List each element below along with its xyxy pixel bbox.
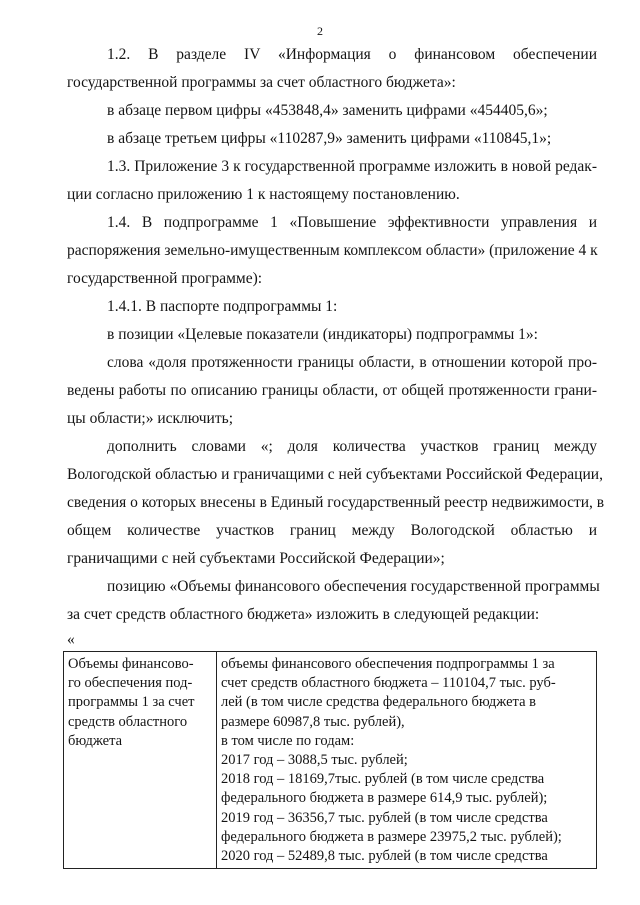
paragraph-words-line-2: ведены работы по описанию границы области, от общей протяженности грани-: [67, 382, 597, 399]
paragraph-1-3-line-2: ции согласно приложению 1 к настоящему постановлению.: [67, 186, 460, 203]
paragraph-supplement-line-2: Вологодской областью и граничащими с ней субъектами Российской Федерации,: [67, 466, 603, 483]
paragraph-supplement-line-4: общем количестве участков границ между Вологодской областью и: [67, 522, 597, 539]
label-line: средств областного: [68, 713, 188, 730]
value-line: федерального бюджета в размере 23975,2 тыс. рублей);: [221, 828, 562, 845]
paragraph-1-4-line-3: государственной программе):: [67, 270, 263, 287]
page-number: 2: [317, 24, 323, 38]
document-body: [67, 41, 605, 869]
paragraph-words-line-3: цы области;» исключить;: [67, 410, 233, 427]
paragraph-third-abzac: в абзаце третьем цифры «110287,9» заменить цифрами «110845,1»;: [107, 130, 552, 147]
paragraph-words-line-1: слова «доля протяженности границы области, в отношении которой про-: [107, 354, 597, 371]
paragraph-supplement-line-1: дополнить словами «; доля количества участков границ между: [107, 438, 597, 455]
paragraph-1-4-line-1: 1.4. В подпрограмме 1 «Повышение эффективности управления и: [107, 214, 597, 231]
value-line: размере 60987,8 тыс. рублей),: [221, 713, 405, 730]
paragraph-1-2-line-1: 1.2. В разделе IV «Информация о финансовом обеспечении: [107, 46, 597, 63]
value-line: 2017 год – 3088,5 тыс. рублей;: [221, 752, 408, 769]
passport-table: [63, 651, 597, 869]
label-line: Объемы финансово-: [68, 656, 194, 672]
paragraph-supplement-line-5: граничащими с ней субъектами Российской Федерации»;: [67, 550, 445, 567]
table-cell-value: [217, 652, 597, 869]
value-line: счет средств областного бюджета – 110104,7 тыс. руб-: [221, 675, 556, 692]
table-row: [64, 652, 597, 869]
opening-quote: «: [67, 631, 75, 648]
paragraph-1-2-line-2: государственной программы за счет областного бюджета»:: [67, 74, 456, 91]
table-cell-label: [64, 652, 217, 869]
paragraph-position-line-1: позицию «Объемы финансового обеспечения государственной программы: [107, 578, 600, 595]
value-line: федерального бюджета в размере 614,9 тыс. рублей);: [221, 790, 548, 807]
paragraph-first-abzac: в абзаце первом цифры «453848,4» заменить цифрами «454405,6»;: [107, 102, 548, 119]
paragraph-1-4-1: 1.4.1. В паспорте подпрограммы 1:: [107, 298, 338, 315]
label-line: программы 1 за счет: [68, 694, 195, 711]
paragraph-1-3-line-1: 1.3. Приложение 3 к государственной программе изложить в новой редак-: [107, 158, 597, 175]
value-line: 2019 год – 36356,7 тыс. рублей (в том числе средства: [221, 809, 548, 826]
value-line: лей (в том числе средства федерального бюджета в: [221, 694, 536, 711]
paragraph-1-4-line-2: распоряжения земельно-имущественным комплексом области» (приложение 4 к: [67, 242, 598, 259]
label-line: го обеспечения под-: [68, 675, 193, 692]
value-line: 2020 год – 52489,8 тыс. рублей (в том числе средства: [221, 848, 548, 865]
value-line: объемы финансового обеспечения подпрограммы 1 за: [221, 656, 555, 672]
paragraph-supplement-line-3: сведения о которых внесены в Единый государственный реестр недвижимости, в: [67, 494, 605, 511]
value-line: 2018 год – 18169,7тыс. рублей (в том числе средства: [221, 771, 545, 788]
label-line: бюджета: [68, 732, 123, 749]
paragraph-position-line-2: за счет средств областного бюджета» изложить в следующей редакции:: [67, 606, 540, 623]
paragraph-indicators: в позиции «Целевые показатели (индикаторы) подпрограммы 1»:: [107, 326, 538, 343]
value-line: в том числе по годам:: [221, 732, 355, 749]
